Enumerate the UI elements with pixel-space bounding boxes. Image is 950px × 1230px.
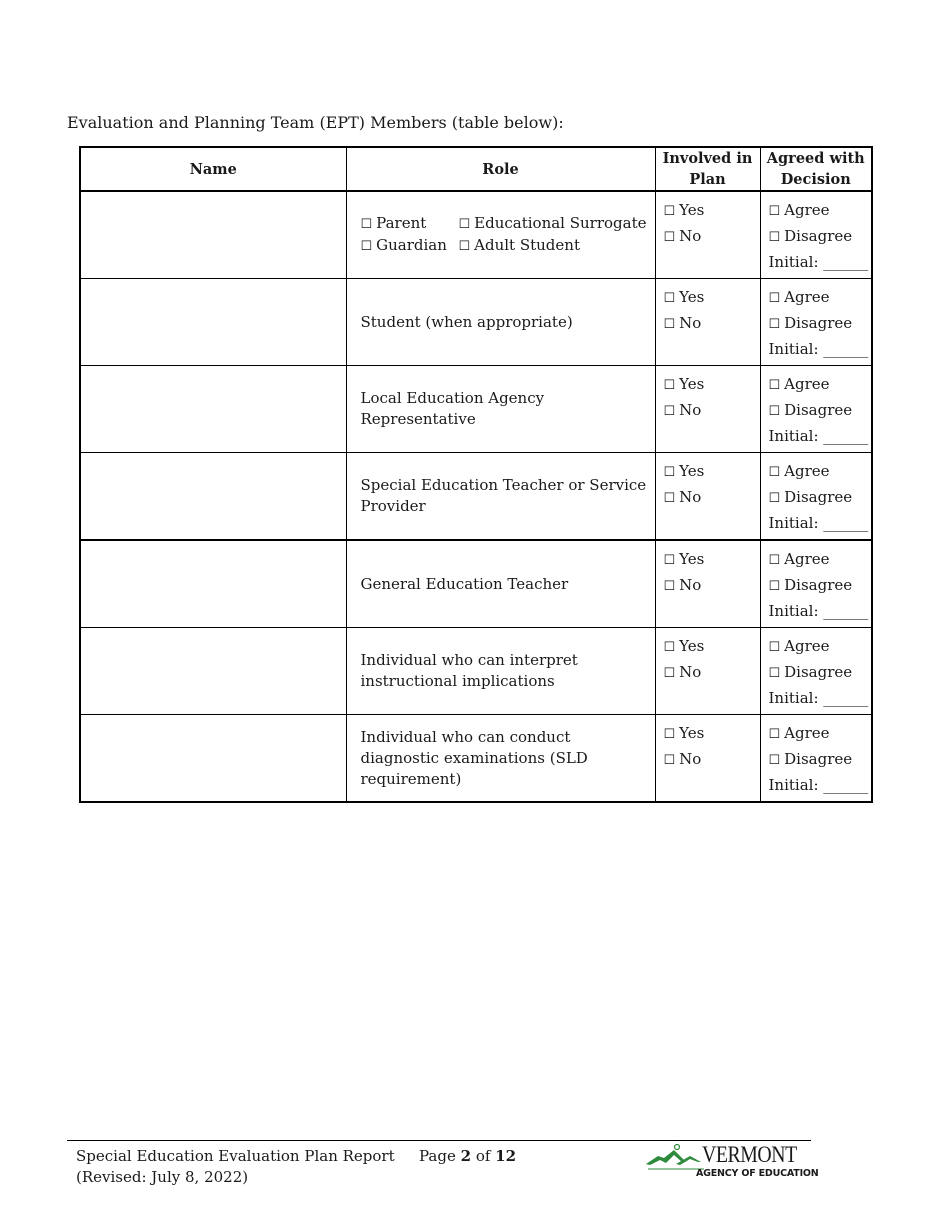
footer-title: Special Education Evaluation Plan Report [76, 1147, 395, 1165]
member-name-cell[interactable] [80, 279, 346, 366]
role-label: Individual who can conduct diagnostic examinations (SLD requirement) [360, 727, 588, 788]
role-option-checkbox[interactable] [361, 235, 459, 257]
role-label: General Education Teacher [360, 574, 569, 593]
table-row [80, 715, 872, 803]
checkbox-icon: ☐ [768, 230, 781, 245]
table-row [80, 191, 872, 279]
vermont-agency-logo [646, 1142, 819, 1182]
header-agreed: Agreed with Decision [760, 147, 872, 191]
involved-cell [655, 453, 760, 541]
involved-no-label: No [679, 401, 702, 419]
role-option-label: Guardian [376, 236, 447, 254]
involved-yes-checkbox[interactable] [664, 200, 760, 226]
involved-no-checkbox[interactable] [664, 487, 760, 513]
agree-checkbox[interactable] [769, 374, 872, 400]
member-name-cell[interactable] [80, 191, 346, 279]
checkbox-icon: ☐ [768, 465, 781, 480]
checkbox-icon: ☐ [663, 291, 676, 306]
disagree-label: Disagree [784, 576, 853, 594]
agreed-cell [760, 191, 872, 279]
member-name-cell[interactable] [80, 366, 346, 453]
involved-yes-label: Yes [679, 550, 705, 568]
checkbox-icon: ☐ [768, 378, 781, 393]
involved-yes-label: Yes [679, 462, 705, 480]
involved-no-label: No [679, 488, 702, 506]
checkbox-icon: ☐ [663, 317, 676, 332]
agree-label: Agree [784, 462, 830, 480]
footer-divider [67, 1140, 811, 1141]
checkbox-icon: ☐ [768, 666, 781, 681]
checkbox-icon: ☐ [768, 579, 781, 594]
checkbox-icon: ☐ [663, 491, 676, 506]
disagree-label: Disagree [784, 663, 853, 681]
disagree-label: Disagree [784, 401, 853, 419]
involved-no-checkbox[interactable] [664, 400, 760, 426]
role-label: Student (when appropriate) [360, 312, 573, 331]
member-name-cell[interactable] [80, 715, 346, 803]
member-role-cell [346, 715, 655, 803]
disagree-checkbox[interactable] [769, 313, 872, 339]
checkbox-icon: ☐ [768, 727, 781, 742]
involved-no-checkbox[interactable] [664, 575, 760, 601]
page-number: Page 2 of 12 [419, 1147, 517, 1165]
initial-field[interactable]: Initial: ______ [768, 776, 869, 794]
checkbox-icon: ☐ [663, 579, 676, 594]
agree-label: Agree [784, 724, 830, 742]
member-role-cell [346, 540, 655, 628]
disagree-label: Disagree [784, 750, 853, 768]
involved-yes-checkbox[interactable] [664, 287, 760, 313]
agree-label: Agree [784, 201, 830, 219]
agreed-cell [760, 628, 872, 715]
agreed-cell [760, 540, 872, 628]
agreed-cell [760, 366, 872, 453]
agree-checkbox[interactable] [769, 723, 872, 749]
involved-yes-checkbox[interactable] [664, 636, 760, 662]
disagree-checkbox[interactable] [769, 487, 872, 513]
checkbox-icon: ☐ [768, 404, 781, 419]
checkbox-icon: ☐ [458, 239, 471, 254]
agree-label: Agree [784, 550, 830, 568]
ept-members-table [79, 146, 873, 803]
table-row [80, 628, 872, 715]
involved-yes-checkbox[interactable] [664, 461, 760, 487]
member-name-cell[interactable] [80, 453, 346, 541]
involved-no-checkbox[interactable] [664, 749, 760, 775]
involved-yes-checkbox[interactable] [664, 374, 760, 400]
footer-title-block [76, 1146, 395, 1188]
footer-revised: (Revised: July 8, 2022) [76, 1168, 249, 1186]
intro-text: Evaluation and Planning Team (EPT) Members (table below): [67, 113, 564, 132]
involved-cell [655, 279, 760, 366]
member-name-cell[interactable] [80, 540, 346, 628]
involved-cell [655, 715, 760, 803]
agree-label: Agree [784, 288, 830, 306]
checkbox-icon: ☐ [663, 553, 676, 568]
agreed-cell [760, 453, 872, 541]
checkbox-icon: ☐ [663, 378, 676, 393]
header-involved: Involved in Plan [655, 147, 760, 191]
checkbox-icon: ☐ [663, 640, 676, 655]
involved-cell [655, 366, 760, 453]
agree-checkbox[interactable] [769, 200, 872, 226]
disagree-label: Disagree [784, 227, 853, 245]
agree-label: Agree [784, 637, 830, 655]
role-options [361, 213, 647, 257]
checkbox-icon: ☐ [768, 553, 781, 568]
member-role-cell [346, 279, 655, 366]
disagree-checkbox[interactable] [769, 400, 872, 426]
disagree-label: Disagree [784, 488, 853, 506]
agree-label: Agree [784, 375, 830, 393]
agree-checkbox[interactable] [769, 549, 872, 575]
role-option-checkbox[interactable] [459, 235, 647, 257]
checkbox-icon: ☐ [768, 317, 781, 332]
involved-yes-label: Yes [679, 637, 705, 655]
involved-no-checkbox[interactable] [664, 226, 760, 252]
agreed-cell [760, 279, 872, 366]
role-label: Local Education Agency Representative [360, 389, 545, 428]
member-role-cell [346, 453, 655, 541]
involved-yes-checkbox[interactable] [664, 549, 760, 575]
checkbox-icon: ☐ [768, 640, 781, 655]
disagree-checkbox[interactable] [769, 226, 872, 252]
involved-cell [655, 628, 760, 715]
disagree-checkbox[interactable] [769, 749, 872, 775]
checkbox-icon: ☐ [663, 230, 676, 245]
agree-checkbox[interactable] [769, 287, 872, 313]
involved-no-label: No [679, 314, 702, 332]
involved-yes-checkbox[interactable] [664, 723, 760, 749]
agree-checkbox[interactable] [769, 636, 872, 662]
initial-field[interactable]: Initial: ______ [768, 602, 869, 620]
checkbox-icon: ☐ [663, 753, 676, 768]
table-header-row [80, 147, 872, 191]
member-role-cell [346, 628, 655, 715]
table-row [80, 453, 872, 541]
role-option-label: Educational Surrogate [474, 214, 647, 232]
role-label: Special Education Teacher or Service Provider [360, 476, 647, 515]
involved-no-checkbox[interactable] [664, 313, 760, 339]
member-role-cell [346, 191, 655, 279]
initial-field[interactable]: Initial: ______ [768, 340, 869, 358]
checkbox-icon: ☐ [768, 291, 781, 306]
involved-no-checkbox[interactable] [664, 662, 760, 688]
initial-field[interactable]: Initial: ______ [768, 253, 869, 271]
involved-no-label: No [679, 750, 702, 768]
involved-yes-label: Yes [679, 724, 705, 742]
role-label: Individual who can interpret instructional implications [360, 651, 578, 690]
logo-wordmark: VERMONT [702, 1142, 797, 1167]
checkbox-icon: ☐ [663, 727, 676, 742]
agreed-cell [760, 715, 872, 803]
initial-field[interactable]: Initial: ______ [768, 427, 869, 445]
involved-cell [655, 191, 760, 279]
header-name: Name [80, 147, 346, 191]
disagree-checkbox[interactable] [769, 575, 872, 601]
involved-no-label: No [679, 663, 702, 681]
checkbox-icon: ☐ [360, 239, 373, 254]
table-row [80, 279, 872, 366]
checkbox-icon: ☐ [663, 204, 676, 219]
involved-yes-label: Yes [679, 201, 705, 219]
role-option-label: Parent [376, 214, 427, 232]
disagree-checkbox[interactable] [769, 662, 872, 688]
involved-cell [655, 540, 760, 628]
initial-field[interactable]: Initial: ______ [768, 689, 869, 707]
disagree-label: Disagree [784, 314, 853, 332]
checkbox-icon: ☐ [663, 666, 676, 681]
logo-subtitle: AGENCY OF EDUCATION [696, 1168, 819, 1179]
involved-yes-label: Yes [679, 375, 705, 393]
involved-no-label: No [679, 576, 702, 594]
role-option-checkbox[interactable] [361, 213, 459, 235]
involved-no-label: No [679, 227, 702, 245]
table-row [80, 366, 872, 453]
checkbox-icon: ☐ [458, 217, 471, 232]
role-option-checkbox[interactable] [459, 213, 647, 235]
member-name-cell[interactable] [80, 628, 346, 715]
initial-field[interactable]: Initial: ______ [768, 514, 869, 532]
member-role-cell [346, 366, 655, 453]
header-role: Role [346, 147, 655, 191]
agree-checkbox[interactable] [769, 461, 872, 487]
involved-yes-label: Yes [679, 288, 705, 306]
checkbox-icon: ☐ [768, 491, 781, 506]
checkbox-icon: ☐ [768, 204, 781, 219]
role-option-label: Adult Student [474, 236, 580, 254]
table-row [80, 540, 872, 628]
checkbox-icon: ☐ [768, 753, 781, 768]
checkbox-icon: ☐ [360, 217, 373, 232]
checkbox-icon: ☐ [663, 465, 676, 480]
checkbox-icon: ☐ [663, 404, 676, 419]
